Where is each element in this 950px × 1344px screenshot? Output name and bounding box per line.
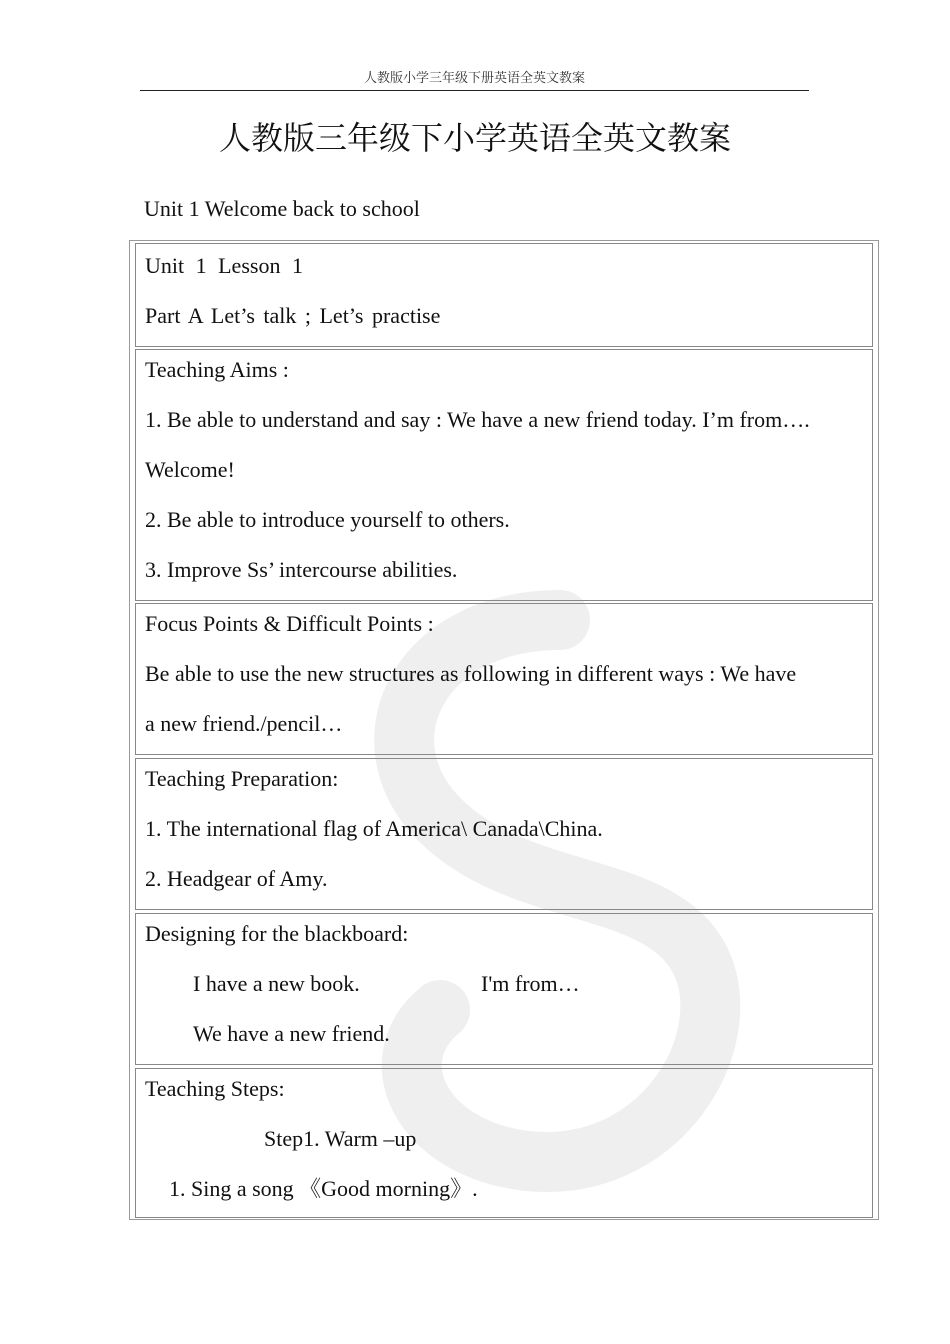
blackboard-design-cell xyxy=(135,913,873,1065)
teaching-steps-cell xyxy=(135,1068,873,1218)
blackboard-line-2: We have a new friend. xyxy=(193,1021,390,1046)
focus-points-cell xyxy=(135,603,873,755)
lesson-title: Unit 1 Lesson 1 xyxy=(145,253,303,278)
running-header: 人教版小学三年级下册英语全英文教案 xyxy=(140,70,809,91)
blackboard-line-1-left: I have a new book. xyxy=(193,971,360,996)
lesson-plan-table xyxy=(129,240,879,1220)
focus-text-line-1: Be able to use the new structures as following in different ways : We have xyxy=(145,661,797,686)
step-1-heading: Step1. Warm –up xyxy=(264,1126,417,1151)
teaching-preparation-cell xyxy=(135,758,873,910)
preparation-item-1: 1. The international flag of America\ Canada\China. xyxy=(145,816,603,841)
step-1-item-1: 1. Sing a song 《Good morning》. xyxy=(169,1176,478,1201)
blackboard-line-1-right: I'm from… xyxy=(481,971,580,996)
aims-item-1-continued: Welcome! xyxy=(145,457,235,482)
steps-heading: Teaching Steps: xyxy=(145,1076,285,1101)
blackboard-heading: Designing for the blackboard: xyxy=(145,921,409,946)
aims-item-3: 3. Improve Ss’ intercourse abilities. xyxy=(145,557,458,582)
unit-heading: Unit 1 Welcome back to school xyxy=(144,196,420,221)
focus-heading: Focus Points & Difficult Points : xyxy=(145,611,434,636)
focus-text-line-2: a new friend./pencil… xyxy=(145,711,343,736)
aims-item-2: 2. Be able to introduce yourself to others. xyxy=(145,507,510,532)
aims-item-1: 1. Be able to understand and say : We have a new friend today. I’m from…. xyxy=(145,407,810,432)
aims-heading: Teaching Aims : xyxy=(145,357,289,382)
preparation-heading: Teaching Preparation: xyxy=(145,766,339,791)
lesson-part: Part A Let’s talk ; Let’s practise xyxy=(145,303,441,328)
preparation-item-2: 2. Headgear of Amy. xyxy=(145,866,328,891)
teaching-aims-cell xyxy=(135,349,873,601)
document-title: 人教版三年级下小学英语全英文教案 xyxy=(218,119,731,157)
lesson-cell xyxy=(135,243,873,347)
